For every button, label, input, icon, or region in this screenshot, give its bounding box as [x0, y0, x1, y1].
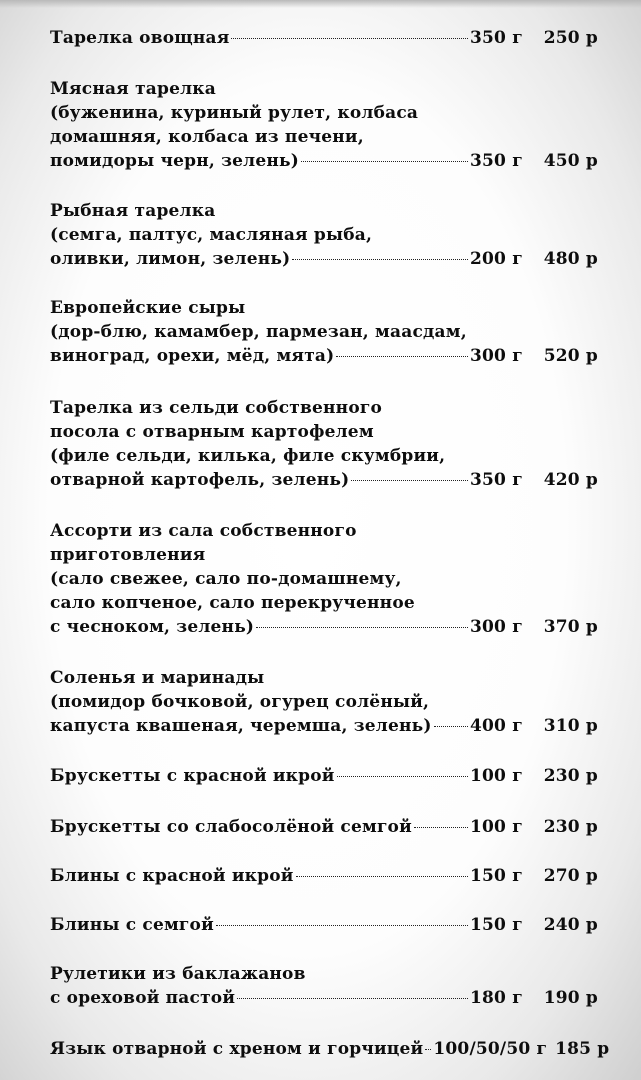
dot-leader [336, 356, 468, 357]
menu-item-line: (помидор бочковой, огурец солёный, [50, 692, 430, 712]
menu-item-text: Брускетты с красной икрой [50, 766, 335, 786]
menu-item-price: 185 р [555, 1039, 610, 1059]
menu-item-last-line [50, 26, 598, 50]
menu-item-price: 420 р [543, 470, 598, 490]
menu-item-text: капуста квашеная, черемша, зелень) [50, 716, 432, 736]
menu-item-weight: 400 г [470, 716, 523, 736]
menu-item-text: виноград, орехи, мёд, мята) [50, 346, 335, 366]
menu-item-weight: 350 г [470, 151, 523, 171]
menu-item-last-line [50, 1037, 610, 1061]
menu-item-last-line [50, 247, 598, 271]
menu-item-text: Блины с красной икрой [50, 866, 294, 886]
menu-item-line: сало копченое, сало перекрученное [50, 593, 415, 613]
menu-item-price: 240 р [543, 915, 598, 935]
menu-item [50, 962, 598, 1010]
menu-item-text: с ореховой пастой [50, 988, 236, 1008]
menu-item-last-line [50, 986, 598, 1010]
menu-item [50, 519, 598, 639]
menu-item-line: домашняя, колбаса из печени, [50, 127, 364, 147]
menu-item [50, 666, 598, 738]
dot-leader [425, 1049, 431, 1050]
menu-item-price: 520 р [543, 346, 598, 366]
menu-item [50, 1037, 610, 1061]
menu-item-price: 270 р [543, 866, 598, 886]
menu-item [50, 764, 598, 788]
menu-item-price: 480 р [543, 249, 598, 269]
menu-item-line: (семга, палтус, масляная рыба, [50, 225, 373, 245]
menu-item [50, 296, 598, 368]
menu-item-line: (филе сельди, килька, филе скумбрии, [50, 446, 446, 466]
dot-leader [434, 726, 468, 727]
menu-item-last-line [50, 468, 598, 492]
menu-item-text: отварной картофель, зелень) [50, 470, 350, 490]
menu-item-last-line [50, 149, 598, 173]
dot-leader [237, 998, 468, 999]
menu-item-line: посола с отварным картофелем [50, 422, 374, 442]
dot-leader [337, 776, 468, 777]
dot-leader [301, 161, 468, 162]
menu-item-line: (буженина, куриный рулет, колбаса [50, 103, 419, 123]
menu-item-last-line [50, 764, 598, 788]
dot-leader [216, 925, 468, 926]
menu-item-line: Рыбная тарелка [50, 201, 216, 221]
menu-item-weight: 200 г [470, 249, 523, 269]
dot-leader [256, 627, 468, 628]
menu-item-weight: 350 г [470, 28, 523, 48]
menu-item-weight: 100 г [470, 766, 523, 786]
dot-leader [292, 259, 468, 260]
menu-item-price: 230 р [543, 817, 598, 837]
menu-item-last-line [50, 615, 598, 639]
menu-item-weight: 300 г [470, 346, 523, 366]
dot-leader [414, 827, 468, 828]
menu-item [50, 77, 598, 173]
menu-item-price: 370 р [543, 617, 598, 637]
menu-item-text: Язык отварной с хреном и горчицей [50, 1039, 424, 1059]
menu-item-price: 310 р [543, 716, 598, 736]
menu-item-line: (сало свежее, сало по-домашнему, [50, 569, 402, 589]
menu-item-last-line [50, 864, 598, 888]
menu-item-line: Рулетики из баклажанов [50, 964, 306, 984]
menu-item [50, 26, 598, 50]
menu-item-weight: 350 г [470, 470, 523, 490]
menu-item [50, 396, 598, 492]
menu-item-last-line [50, 913, 598, 937]
menu-item-price: 190 р [543, 988, 598, 1008]
menu-item-line: (дор-блю, камамбер, пармезан, маасдам, [50, 322, 467, 342]
menu-item [50, 913, 598, 937]
menu-item-text: оливки, лимон, зелень) [50, 249, 291, 269]
dot-leader [351, 480, 468, 481]
menu-item-weight: 100/50/50 г [433, 1039, 548, 1059]
menu-item-weight: 100 г [470, 817, 523, 837]
menu-item-weight: 300 г [470, 617, 523, 637]
menu-item [50, 199, 598, 271]
menu-item-price: 250 р [543, 28, 598, 48]
menu-item-last-line [50, 344, 598, 368]
top-edge-shadow [0, 0, 641, 8]
menu-item-line: Мясная тарелка [50, 79, 216, 99]
menu-item-last-line [50, 714, 598, 738]
menu-item [50, 815, 598, 839]
dot-leader [296, 876, 468, 877]
menu-item-text: Тарелка овощная [50, 28, 230, 48]
menu-item-price: 230 р [543, 766, 598, 786]
menu-item-weight: 180 г [470, 988, 523, 1008]
menu-item-line: приготовления [50, 545, 206, 565]
menu-item-text: с чесноком, зелень) [50, 617, 255, 637]
menu-item-price: 450 р [543, 151, 598, 171]
menu-item-weight: 150 г [470, 866, 523, 886]
menu-item-text: помидоры черн, зелень) [50, 151, 299, 171]
menu-item-text: Брускетты со слабосолёной семгой [50, 817, 412, 837]
menu-item-line: Тарелка из сельди собственного [50, 398, 383, 418]
menu-item-weight: 150 г [470, 915, 523, 935]
menu-item [50, 864, 598, 888]
menu-item-line: Ассорти из сала собственного [50, 521, 357, 541]
menu-item-text: Блины с семгой [50, 915, 214, 935]
dot-leader [231, 38, 468, 39]
menu-item-last-line [50, 815, 598, 839]
menu-item-line: Соленья и маринады [50, 668, 265, 688]
menu-item-line: Европейские сыры [50, 298, 246, 318]
